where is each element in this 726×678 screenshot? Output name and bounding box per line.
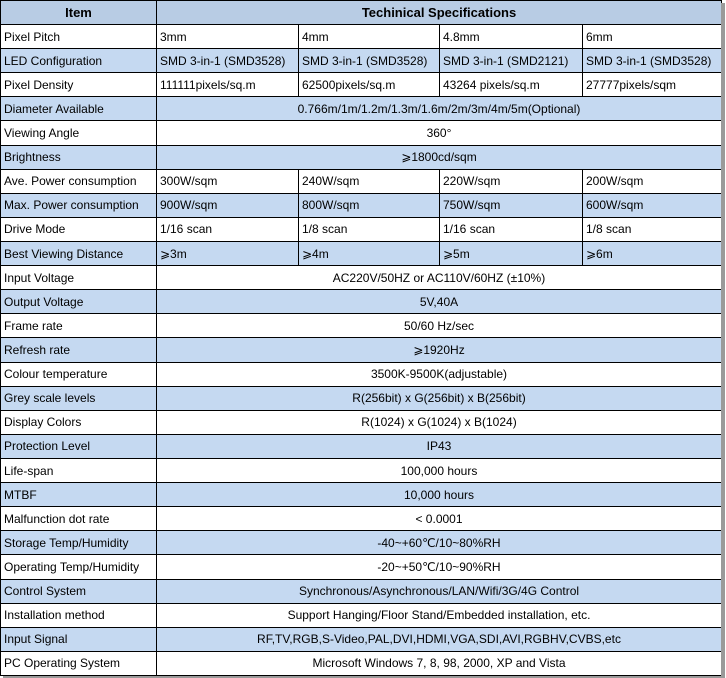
spec-value: Synchronous/Asynchronous/LAN/Wifi/3G/4G Control [157, 579, 722, 603]
row-label: Control System [1, 579, 157, 603]
table-row [1, 603, 722, 627]
spec-cell: 4.8mm [440, 25, 583, 49]
spec-value: 10,000 hours [157, 483, 722, 507]
spec-value: RF,TV,RGB,S-Video,PAL,DVI,HDMI,VGA,SDI,AVI,RGBHV,CVBS,etc [157, 627, 722, 651]
table-row [1, 386, 722, 410]
row-label: Ave. Power consumption [1, 169, 157, 193]
header-specifications: Techinical Specifications [157, 1, 722, 25]
spec-cell: ⩾5m [440, 241, 583, 265]
table-row [1, 217, 722, 241]
table-row [1, 483, 722, 507]
table-body [1, 25, 722, 676]
spec-cell: 220W/sqm [440, 169, 583, 193]
spec-cell: 800W/sqm [299, 193, 440, 217]
table-shadow-right [721, 3, 725, 676]
header-item: Item [1, 1, 157, 25]
spec-value: R(256bit) x G(256bit) x B(256bit) [157, 386, 722, 410]
spec-cell: SMD 3-in-1 (SMD2121) [440, 49, 583, 73]
row-label: LED Configuration [1, 49, 157, 73]
table-row [1, 410, 722, 434]
row-label: Life-span [1, 458, 157, 482]
spec-cell: 4mm [299, 25, 440, 49]
spec-cell: SMD 3-in-1 (SMD3528) [583, 49, 722, 73]
spec-cell: SMD 3-in-1 (SMD3528) [157, 49, 299, 73]
table-row [1, 314, 722, 338]
spec-value: 50/60 Hz/sec [157, 314, 722, 338]
spec-value: < 0.0001 [157, 507, 722, 531]
table-row [1, 555, 722, 579]
spec-cell: ⩾3m [157, 241, 299, 265]
spec-value: 100,000 hours [157, 458, 722, 482]
row-label: Output Voltage [1, 290, 157, 314]
row-label: MTBF [1, 483, 157, 507]
spec-value: IP43 [157, 434, 722, 458]
table-row [1, 290, 722, 314]
spec-cell: SMD 3-in-1 (SMD3528) [299, 49, 440, 73]
spec-value: 0.766m/1m/1.2m/1.3m/1.6m/2m/3m/4m/5m(Optional) [157, 97, 722, 121]
spec-value: -40~+60℃/10~80%RH [157, 531, 722, 555]
table-row [1, 193, 722, 217]
row-label: Best Viewing Distance [1, 241, 157, 265]
spec-cell: ⩾4m [299, 241, 440, 265]
row-label: Protection Level [1, 434, 157, 458]
spec-cell: 1/8 scan [583, 217, 722, 241]
spec-cell: 3mm [157, 25, 299, 49]
row-label: Colour temperature [1, 362, 157, 386]
spec-value: ⩾1800cd/sqm [157, 145, 722, 169]
spec-value: 3500K-9500K(adjustable) [157, 362, 722, 386]
row-label: Display Colors [1, 410, 157, 434]
table-row [1, 49, 722, 73]
row-label: Refresh rate [1, 338, 157, 362]
table-row [1, 25, 722, 49]
spec-value: 360° [157, 121, 722, 145]
table-row [1, 434, 722, 458]
spec-cell: 240W/sqm [299, 169, 440, 193]
spec-cell: 900W/sqm [157, 193, 299, 217]
table-row [1, 507, 722, 531]
spec-cell: 1/16 scan [157, 217, 299, 241]
row-label: Installation method [1, 603, 157, 627]
spec-cell: 43264 pixels/sq.m [440, 73, 583, 97]
row-label: Input Signal [1, 627, 157, 651]
row-label: Operating Temp/Humidity [1, 555, 157, 579]
row-label: PC Operating System [1, 651, 157, 675]
spec-cell: 1/16 scan [440, 217, 583, 241]
row-label: Malfunction dot rate [1, 507, 157, 531]
table-row [1, 121, 722, 145]
row-label: Drive Mode [1, 217, 157, 241]
row-label: Viewing Angle [1, 121, 157, 145]
row-label: Input Voltage [1, 266, 157, 290]
table-row [1, 169, 722, 193]
table-row [1, 145, 722, 169]
spec-cell: 200W/sqm [583, 169, 722, 193]
header-row [1, 1, 722, 25]
table-row [1, 73, 722, 97]
spec-cell: 600W/sqm [583, 193, 722, 217]
row-label: Pixel Density [1, 73, 157, 97]
table-row [1, 531, 722, 555]
spec-cell: 750W/sqm [440, 193, 583, 217]
table-row [1, 241, 722, 265]
spec-cell: 6mm [583, 25, 722, 49]
row-label: Storage Temp/Humidity [1, 531, 157, 555]
row-label: Max. Power consumption [1, 193, 157, 217]
spec-value: -20~+50℃/10~90%RH [157, 555, 722, 579]
row-label: Pixel Pitch [1, 25, 157, 49]
row-label: Brightness [1, 145, 157, 169]
spec-cell: 300W/sqm [157, 169, 299, 193]
row-label: Grey scale levels [1, 386, 157, 410]
table-row [1, 362, 722, 386]
spec-value: R(1024) x G(1024) x B(1024) [157, 410, 722, 434]
table-row [1, 338, 722, 362]
spec-value: Support Hanging/Floor Stand/Embedded installation, etc. [157, 603, 722, 627]
table-row [1, 97, 722, 121]
spec-cell: 111111pixels/sq.m [157, 73, 299, 97]
spec-cell: 27777pixels/sqm [583, 73, 722, 97]
table-row [1, 458, 722, 482]
spec-value: AC220V/50HZ or AC110V/60HZ (±10%) [157, 266, 722, 290]
spec-cell: ⩾6m [583, 241, 722, 265]
spec-value: ⩾1920Hz [157, 338, 722, 362]
table-row [1, 579, 722, 603]
table-row [1, 651, 722, 675]
spec-value: 5V,40A [157, 290, 722, 314]
table-row [1, 627, 722, 651]
row-label: Diameter Available [1, 97, 157, 121]
spec-cell: 1/8 scan [299, 217, 440, 241]
spec-value: Microsoft Windows 7, 8, 98, 2000, XP and Vista [157, 651, 722, 675]
row-label: Frame rate [1, 314, 157, 338]
table-row [1, 266, 722, 290]
spec-cell: 62500pixels/sq.m [299, 73, 440, 97]
